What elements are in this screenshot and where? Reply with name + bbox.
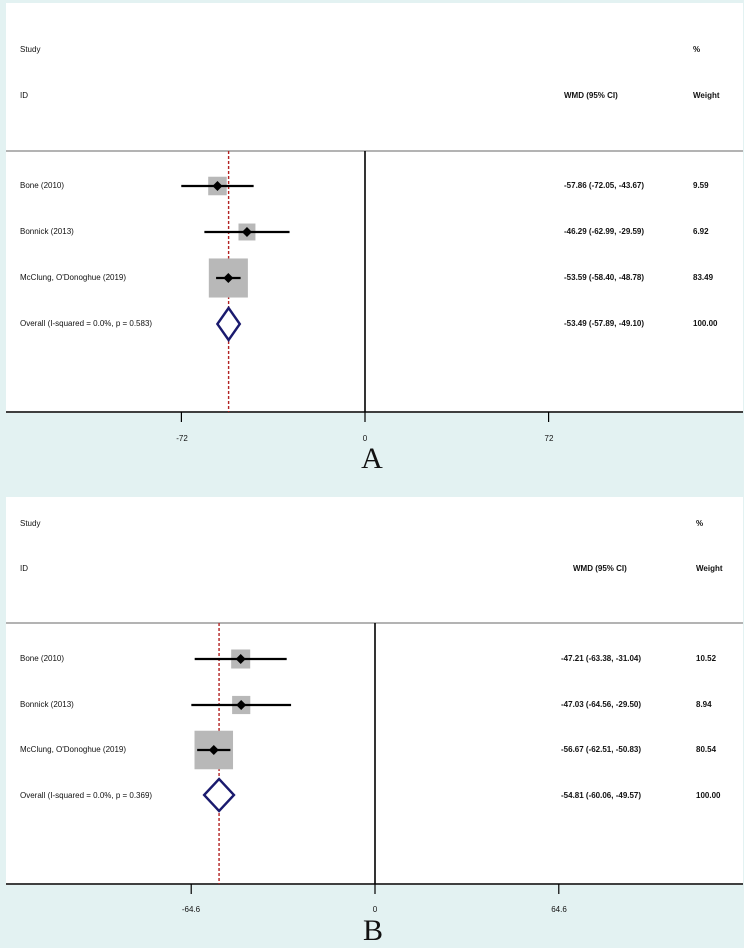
study-label: McClung, O'Donoghue (2019) <box>20 745 127 754</box>
id-header: ID <box>20 564 28 573</box>
overall-diamond <box>217 308 239 340</box>
study-label: Bone (2010) <box>20 654 65 663</box>
overall-weight: 100.00 <box>696 791 721 800</box>
forest-plot-a <box>6 3 743 413</box>
study-ci-text: -56.67 (-62.51, -50.83) <box>561 745 642 754</box>
study-ci-text: -57.86 (-72.05, -43.67) <box>564 181 645 190</box>
study-label: Bonnick (2013) <box>20 227 74 236</box>
effect-header: WMD (95% CI) <box>573 564 627 573</box>
study-weight: 10.52 <box>696 654 717 663</box>
effect-header: WMD (95% CI) <box>564 91 618 100</box>
study-ci-text: -53.59 (-58.40, -48.78) <box>564 273 645 282</box>
overall-ci-text: -53.49 (-57.89, -49.10) <box>564 319 645 328</box>
study-weight: 9.59 <box>693 181 709 190</box>
x-tick-label: 0 <box>362 434 368 443</box>
weight-header: Weight <box>696 564 723 573</box>
overall-label: Overall (I-squared = 0.0%, p = 0.369) <box>20 791 153 800</box>
study-ci-text: -47.21 (-63.38, -31.04) <box>561 654 642 663</box>
percent-header: % <box>696 519 704 528</box>
x-tick-label: -72 <box>176 434 188 443</box>
forest-plot-b <box>6 497 743 885</box>
x-tick-label: 64.6 <box>551 905 567 914</box>
weight-header: Weight <box>693 91 720 100</box>
study-label: McClung, O'Donoghue (2019) <box>20 273 127 282</box>
panel-label-a: A <box>361 442 383 475</box>
study-weight: 6.92 <box>693 227 709 236</box>
overall-weight: 100.00 <box>693 319 718 328</box>
study-weight: 8.94 <box>696 700 712 709</box>
overall-ci-text: -54.81 (-60.06, -49.57) <box>561 791 642 800</box>
study-ci-text: -47.03 (-64.56, -29.50) <box>561 700 642 709</box>
study-ci-text: -46.29 (-62.99, -29.59) <box>564 227 645 236</box>
x-tick-label: 72 <box>544 434 554 443</box>
id-header: ID <box>20 91 28 100</box>
overall-label: Overall (I-squared = 0.0%, p = 0.583) <box>20 319 153 328</box>
study-label: Bonnick (2013) <box>20 700 74 709</box>
x-tick-label: -64.6 <box>181 905 201 914</box>
study-header: Study <box>20 519 41 528</box>
panel-label-b: B <box>362 914 384 947</box>
forest-plot-b-marks <box>6 497 743 885</box>
study-weight: 83.49 <box>693 273 714 282</box>
study-label: Bone (2010) <box>20 181 65 190</box>
overall-diamond <box>204 779 234 811</box>
study-header: Study <box>20 45 41 54</box>
study-weight: 80.54 <box>696 745 717 754</box>
x-tick-label: 0 <box>372 905 378 914</box>
percent-header: % <box>693 45 701 54</box>
forest-plot-a-marks <box>6 3 743 413</box>
